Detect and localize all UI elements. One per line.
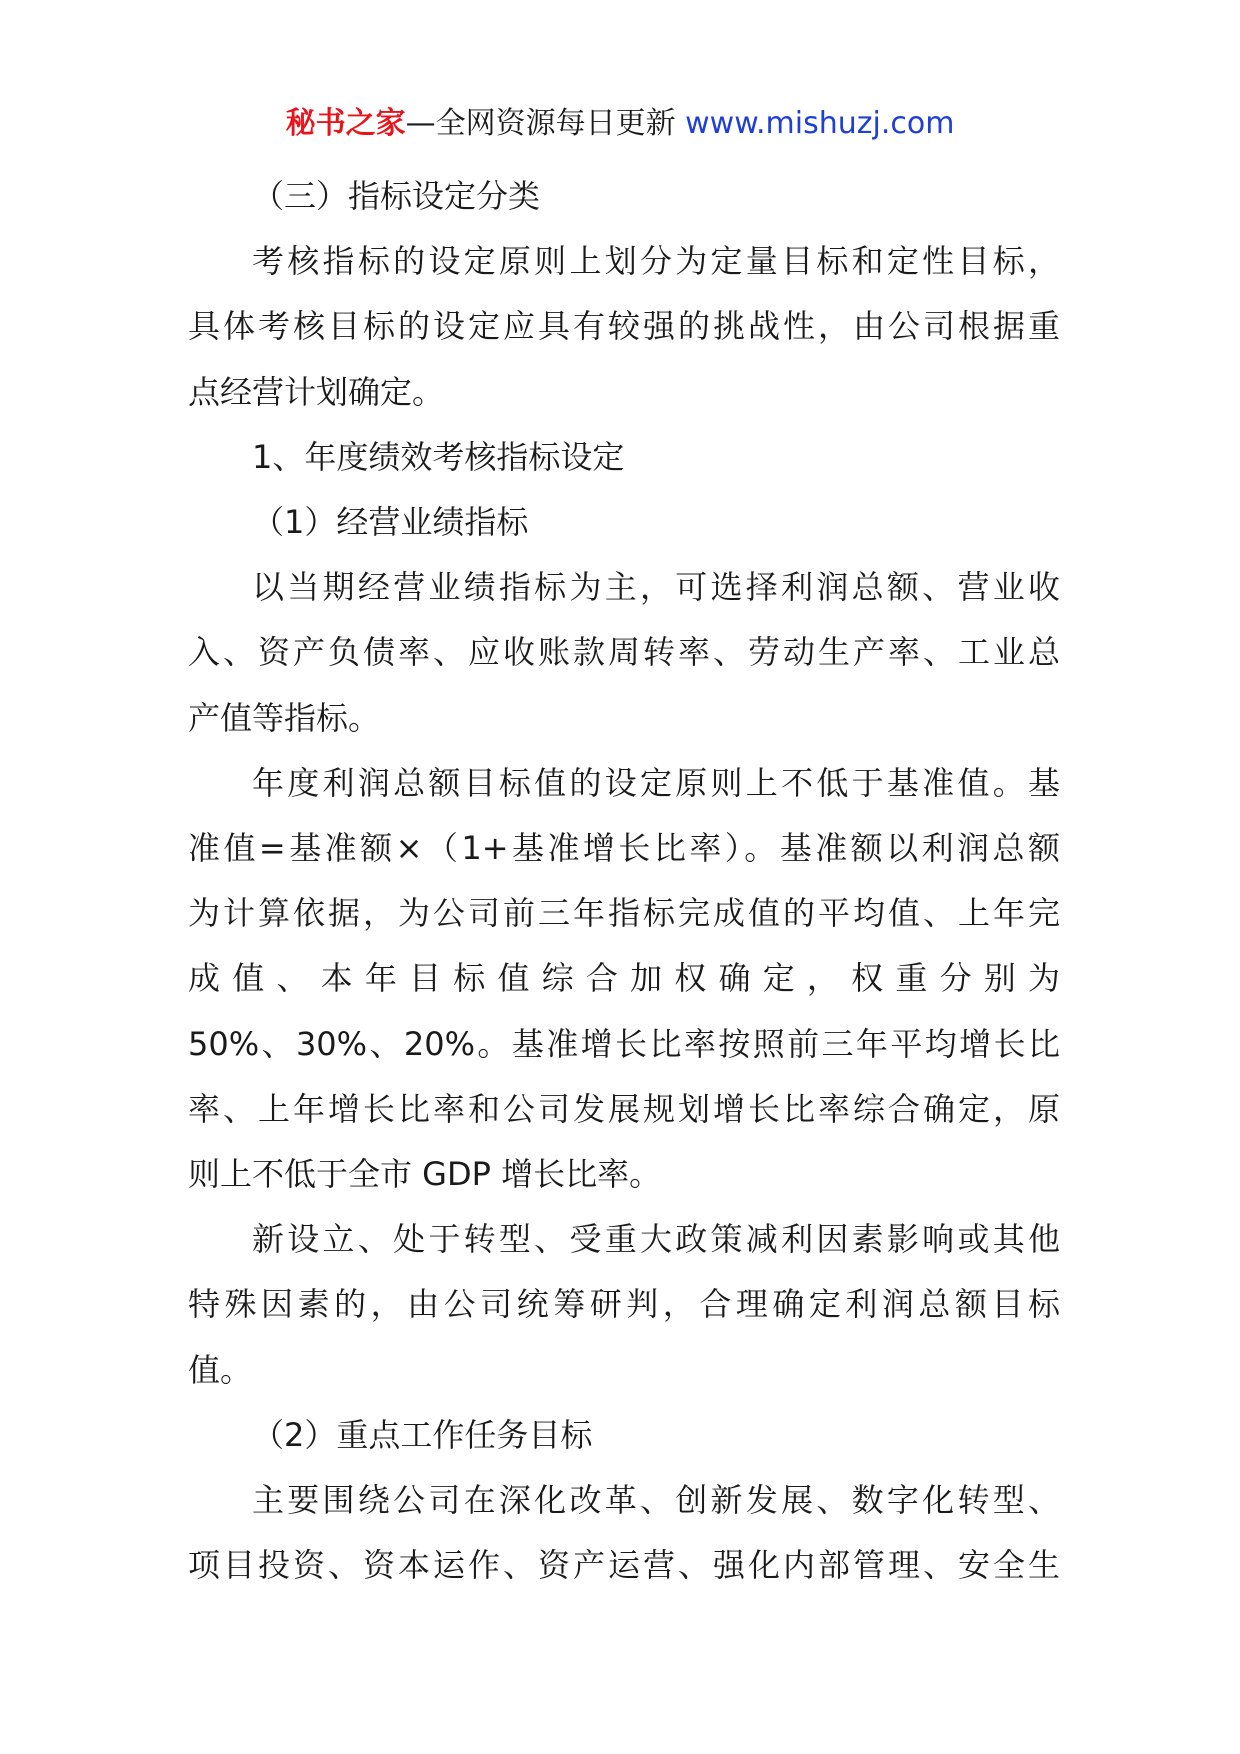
text-line: 新设立、处于转型、受重大政策减利因素影响或其他 <box>252 1220 1060 1259</box>
text-line: 值。 <box>188 1350 253 1389</box>
paragraph <box>188 1207 1060 1403</box>
text-line: 成值、本年目标值综合加权确定，权重分别为 <box>188 959 1060 998</box>
text-line: 主要围绕公司在深化改革、创新发展、数字化转型、 <box>252 1481 1060 1520</box>
text-line: （2）重点工作任务目标 <box>252 1415 593 1454</box>
text-line: 以当期经营业绩指标为主，可选择利润总额、营业收 <box>252 568 1060 607</box>
text-line: 考核指标的设定原则上划分为定量目标和定性目标， <box>252 242 1060 281</box>
text-line: 项目投资、资本运作、资产运营、强化内部管理、安全生 <box>188 1546 1060 1585</box>
text-line: 为计算依据，为公司前三年指标完成值的平均值、上年完 <box>188 894 1060 933</box>
paragraph <box>188 555 1060 751</box>
header-tagline: —全网资源每日更新 <box>405 106 686 141</box>
text-line: 1、年度绩效考核指标设定 <box>252 437 625 476</box>
text-line: （三）指标设定分类 <box>252 177 541 215</box>
text-line: 准值=基准额×（1+基准增长比率）。基准额以利润总额 <box>188 829 1060 868</box>
text-line: 则上不低于全市 GDP 增长比率。 <box>188 1155 662 1194</box>
paragraph <box>188 229 1060 425</box>
text-line: 特殊因素的，由公司统筹研判，合理确定利润总额目标 <box>188 1285 1060 1324</box>
section-heading <box>188 164 1060 229</box>
text-line: 年度利润总额目标值的设定原则上不低于基准值。基 <box>252 763 1060 802</box>
item-heading <box>188 1403 1060 1468</box>
text-line: 具体考核目标的设定应具有较强的挑战性，由公司根据重 <box>188 307 1060 346</box>
text-line: 率、上年增长比率和公司发展规划增长比率综合确定，原 <box>188 1089 1060 1128</box>
paragraph <box>188 1468 1060 1598</box>
text-line: 产值等指标。 <box>188 698 381 737</box>
text-line: 入、资产负债率、应收账款周转率、劳动生产率、工业总 <box>188 633 1060 672</box>
paragraph <box>188 751 1060 1207</box>
text-line: 点经营计划确定。 <box>188 372 445 411</box>
page-header <box>0 102 1240 146</box>
subsection-heading <box>188 425 1060 490</box>
text-line: 50%、30%、20%。基准增长比率按照前三年平均增长比 <box>188 1024 1060 1063</box>
item-heading <box>188 490 1060 555</box>
document-body <box>188 164 1060 1598</box>
site-url-link[interactable]: www.mishuzj.com <box>685 106 955 141</box>
text-line: （1）经营业绩指标 <box>252 503 529 542</box>
brand-name: 秘书之家 <box>285 106 406 141</box>
